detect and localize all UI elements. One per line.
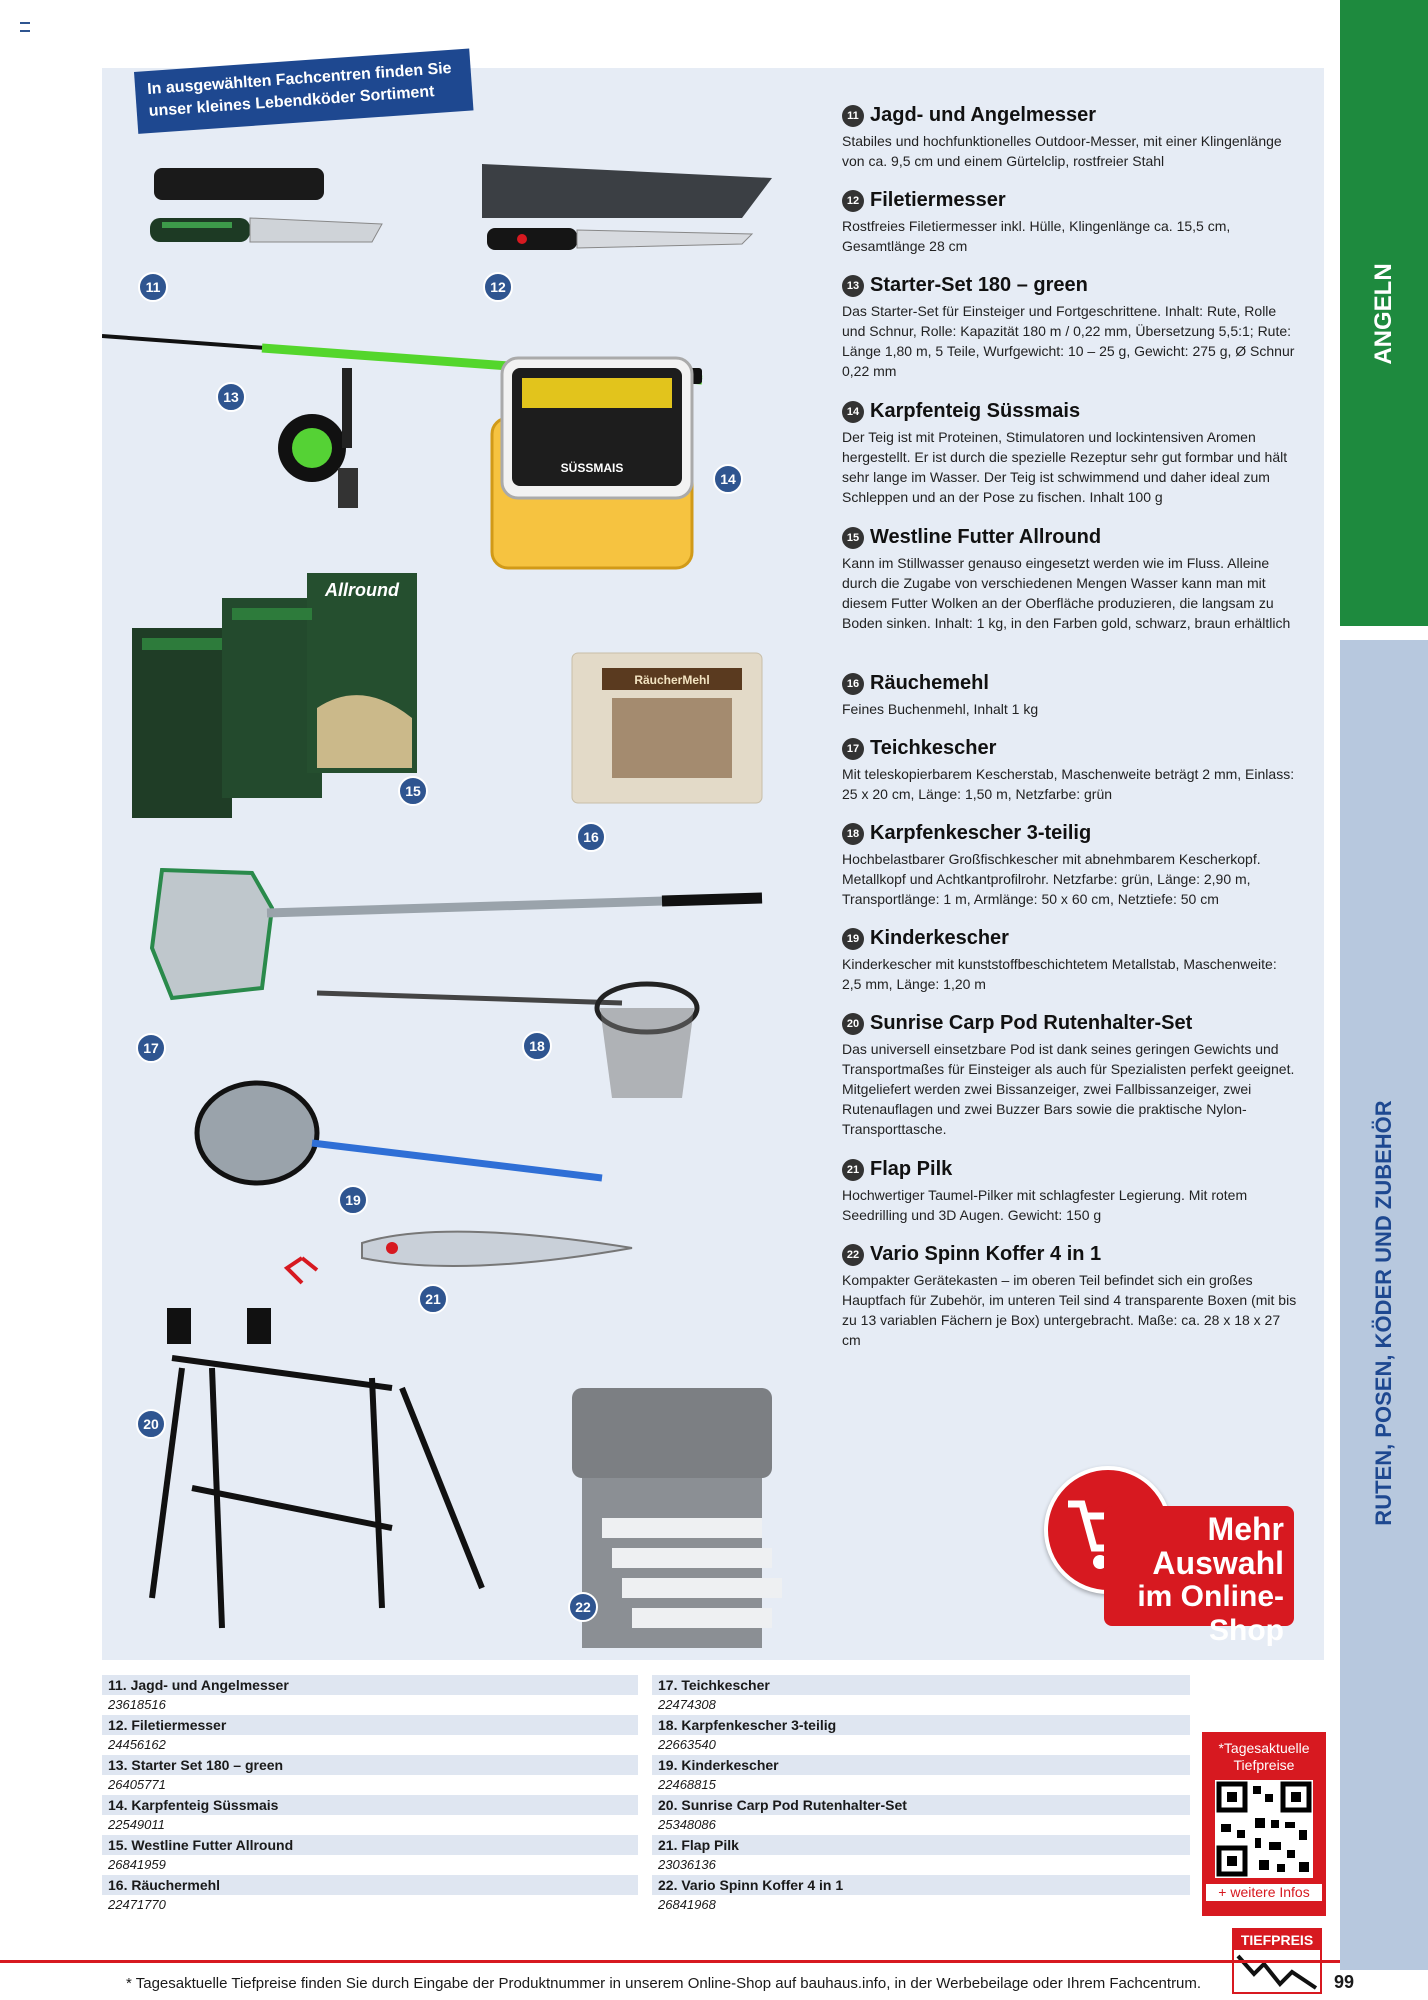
product-text: Hochbelastbarer Großfischkescher mit abnehmbarem Kescherkopf. Metallkopf und Achtkantprofilrohr. Netzfarbe: grün, Länge: 2,90 m, Transportlänge: 1 m, Armlänge: 50 x 60 cm, Netztiefe: 50 cm xyxy=(842,851,1261,907)
desc-number: 17 xyxy=(842,738,864,760)
sku-name: 19. Kinderkescher xyxy=(652,1755,1190,1775)
sku-name: 17. Teichkescher xyxy=(652,1675,1190,1695)
sku-name: 18. Karpfenkescher 3-teilig xyxy=(652,1715,1190,1735)
product-desc-15 xyxy=(842,526,1298,633)
category-label-angeln: ANGELN xyxy=(1370,263,1397,365)
sku-number: 22474308 xyxy=(658,1697,716,1712)
product-desc-14 xyxy=(842,400,1298,507)
product-text: Kann im Stillwasser genauso eingesetzt werden wie im Fluss. Alleine durch die Zugabe von verschiedenen Mengen Wasser kann man mit diesem Futter Wolken an der Oberfläche produzieren, die langsam zu Boden sinken. Inhalt: 1 kg, in den Farben gold, schwarz, braun erhältlich xyxy=(842,555,1291,631)
product-text: Rostfreies Filetiermesser inkl. Hülle, Klingenlänge ca. 15,5 cm, Gesamtlänge 28 cm xyxy=(842,218,1231,254)
sku-table-right xyxy=(652,1675,1190,1915)
product-text: Stabiles und hochfunktionelles Outdoor-Messer, mit einer Klingenlänge von ca. 9,5 cm und einem Gürtelclip, rostfreier Stahl xyxy=(842,133,1282,169)
badge-line-2: Auswahl xyxy=(1152,1545,1284,1581)
product-desc-22 xyxy=(842,1243,1298,1350)
image-number-11: 11 xyxy=(138,272,168,302)
desc-number: 22 xyxy=(842,1244,864,1266)
desc-number: 21 xyxy=(842,1159,864,1181)
product-text: Kompakter Gerätekasten – im oberen Teil befindet sich ein großes Hauptfach für Zubehör, im unteren Teil sind 4 transparente Boxen (mit bis zu 13 variablen Fächern je Box) untergebracht. Maße: ca. 28 x 18 x 27 cm xyxy=(842,1272,1297,1348)
product-text: Das universell einsetzbare Pod ist dank seines geringen Gewichts und Transportmaßes für Einsteiger als auch für Spezialisten perfekt geeignet. Mitgeliefert werden zwei Bissanzeiger, zwei Fallbissanzeiger, zwei Rutenauflagen und zwei Buzzer Bars sowie die praktische Nylon-Transporttasche. xyxy=(842,1041,1295,1137)
product-text: Hochwertiger Taumel-Pilker mit schlagfester Legierung. Mit rotem Seedrilling und 3D Augen. Gewicht: 150 g xyxy=(842,1187,1248,1223)
desc-number: 20 xyxy=(842,1013,864,1035)
sku-number: 25348086 xyxy=(658,1817,716,1832)
sku-name: 20. Sunrise Carp Pod Rutenhalter-Set xyxy=(652,1795,1190,1815)
bait-bag-label: Allround xyxy=(325,580,399,600)
product-title: Karpfenkescher 3-teilig xyxy=(870,822,1092,844)
online-shop-badge[interactable] xyxy=(1044,1466,1294,1647)
product-title: Kinderkescher xyxy=(870,927,1009,949)
product-title: Starter-Set 180 – green xyxy=(870,274,1088,296)
product-desc-13 xyxy=(842,274,1298,381)
qr-caption-bottom: + weitere Infos xyxy=(1206,1884,1322,1901)
sku-name: 22. Vario Spinn Koffer 4 in 1 xyxy=(652,1875,1190,1895)
desc-number: 11 xyxy=(842,105,864,127)
product-title: Jagd- und Angelmesser xyxy=(870,104,1096,126)
image-number-18: 18 xyxy=(522,1031,552,1061)
product-title: Karpfenteig Süssmais xyxy=(870,400,1081,422)
desc-number: 13 xyxy=(842,275,864,297)
sku-name: 16. Räuchermehl xyxy=(102,1875,638,1895)
product-title: Sunrise Carp Pod Rutenhalter-Set xyxy=(870,1012,1193,1034)
corner-mark xyxy=(20,22,30,32)
image-number-22: 22 xyxy=(568,1592,598,1622)
sku-number: 22663540 xyxy=(658,1737,716,1752)
badge-line-1: Mehr xyxy=(1207,1511,1284,1547)
desc-number: 14 xyxy=(842,401,864,423)
sku-name: 14. Karpfenteig Süssmais xyxy=(102,1795,638,1815)
product-desc-20 xyxy=(842,1012,1298,1139)
sku-name: 15. Westline Futter Allround xyxy=(102,1835,638,1855)
pond-net-illustration xyxy=(152,870,762,998)
live-bait-banner: In ausgewählten Fachcentren finden Sie unser kleines Lebendköder Sortiment xyxy=(134,49,474,134)
kids-net-illustration xyxy=(197,1083,602,1183)
product-desc-12 xyxy=(842,189,1298,256)
badge-line-3: im Online-Shop xyxy=(1137,1580,1284,1647)
sku-table-left xyxy=(102,1675,638,1915)
fillet-knife-illustration xyxy=(482,164,772,250)
product-desc-21 xyxy=(842,1158,1298,1225)
tackle-box-illustration xyxy=(572,1388,782,1648)
sku-number: 26405771 xyxy=(108,1777,166,1792)
tiefpreis-label: TIEFPREIS xyxy=(1234,1930,1320,1950)
product-desc-18 xyxy=(842,822,1298,909)
product-desc-11 xyxy=(842,104,1298,171)
product-desc-16 xyxy=(842,672,1298,719)
allround-bait-bags-illustration xyxy=(132,573,417,818)
category-tab-ruten[interactable] xyxy=(1340,640,1428,1970)
flap-pilk-illustration xyxy=(287,1232,632,1283)
sku-number: 26841968 xyxy=(658,1897,716,1912)
sku-number: 23618516 xyxy=(108,1697,166,1712)
desc-number: 19 xyxy=(842,928,864,950)
footer-divider xyxy=(0,1960,1340,1963)
smoking-flour-bag-illustration xyxy=(572,653,762,803)
sku-name: 12. Filetiermesser xyxy=(102,1715,638,1735)
product-title: Räuchemehl xyxy=(870,672,989,694)
product-text: Das Starter-Set für Einsteiger und Fortgeschrittene. Inhalt: Rute, Rolle und Schnur, Rolle: Kapazität 180 m / 0,22 mm, Übersetzung 5,5:1; Rute: Länge 1,80 m, 5 Teile, Wurfgewicht: 10 – 25 g, Gewicht: 275 g, Ø Schnur 0,22 mm xyxy=(842,303,1295,379)
sku-name: 13. Starter Set 180 – green xyxy=(102,1755,638,1775)
image-number-17: 17 xyxy=(136,1033,166,1063)
qr-code-icon[interactable] xyxy=(1215,1780,1313,1878)
bait-box-label: SÜSSMAIS xyxy=(560,461,624,475)
image-number-20: 20 xyxy=(136,1409,166,1439)
image-number-19: 19 xyxy=(338,1185,368,1215)
hunting-knife-illustration xyxy=(150,168,382,242)
image-number-15: 15 xyxy=(398,776,428,806)
sku-number: 22549011 xyxy=(108,1817,165,1832)
product-title: Flap Pilk xyxy=(870,1158,953,1180)
product-desc-17 xyxy=(842,737,1298,804)
image-number-16: 16 xyxy=(576,822,606,852)
sku-name: 21. Flap Pilk xyxy=(652,1835,1190,1855)
category-tab-angeln[interactable] xyxy=(1340,0,1428,626)
product-title: Filetiermesser xyxy=(870,189,1006,211)
image-number-12: 12 xyxy=(483,272,513,302)
product-text: Kinderkescher mit kunststoffbeschichtetem Metallstab, Maschenweite: 2,5 mm, Länge: 1,20 m xyxy=(842,956,1277,992)
product-desc-19 xyxy=(842,927,1298,994)
sku-number: 24456162 xyxy=(108,1737,166,1752)
desc-number: 16 xyxy=(842,673,864,695)
footer-note: * Tagesaktuelle Tiefpreise finden Sie durch Eingabe der Produktnummer in unserem Online-Shop auf bauhaus.info, in der Werbebeilage oder Ihrem Fachcentrum. xyxy=(126,1975,1202,1992)
product-text: Feines Buchenmehl, Inhalt 1 kg xyxy=(842,701,1039,717)
product-text: Der Teig ist mit Proteinen, Stimulatoren und lockintensiven Aromen hergestellt. Er ist durch die spezielle Rezeptur sehr gut formbar und hält sehr lange im Wasser. Der Teig ist schwimmend und daher ideal zum Schleppen und an der Pose zu fischen. Inhalt 100 g xyxy=(842,429,1288,505)
product-title: Teichkescher xyxy=(870,737,997,759)
product-title: Westline Futter Allround xyxy=(870,526,1102,548)
qr-caption-top: *Tagesaktuelle Tiefpreise xyxy=(1218,1740,1310,1773)
carp-net-illustration xyxy=(317,984,697,1098)
mehl-label: RäucherMehl xyxy=(634,673,710,687)
carp-dough-box-illustration xyxy=(492,358,692,568)
image-number-14: 14 xyxy=(713,464,743,494)
desc-number: 15 xyxy=(842,527,864,549)
product-title: Vario Spinn Koffer 4 in 1 xyxy=(870,1243,1102,1265)
sku-number: 22471770 xyxy=(108,1897,166,1912)
desc-number: 18 xyxy=(842,823,864,845)
sku-number: 26841959 xyxy=(108,1857,166,1872)
page-number: 99 xyxy=(1334,1972,1355,1992)
category-label-ruten: RUTEN, POSEN, KÖDER UND ZUBEHÖR xyxy=(1371,1100,1396,1526)
desc-number: 12 xyxy=(842,190,864,212)
sku-number: 23036136 xyxy=(658,1857,716,1872)
qr-code-box[interactable] xyxy=(1202,1732,1326,1916)
sku-number: 22468815 xyxy=(658,1777,716,1792)
carp-pod-illustration xyxy=(152,1308,482,1628)
product-text: Mit teleskopierbarem Kescherstab, Maschenweite beträgt 2 mm, Einlass: 25 x 20 cm, Länge: 1,50 m, Netzfarbe: grün xyxy=(842,766,1295,802)
sku-name: 11. Jagd- und Angelmesser xyxy=(102,1675,638,1695)
image-number-21: 21 xyxy=(418,1284,448,1314)
image-number-13: 13 xyxy=(216,382,246,412)
